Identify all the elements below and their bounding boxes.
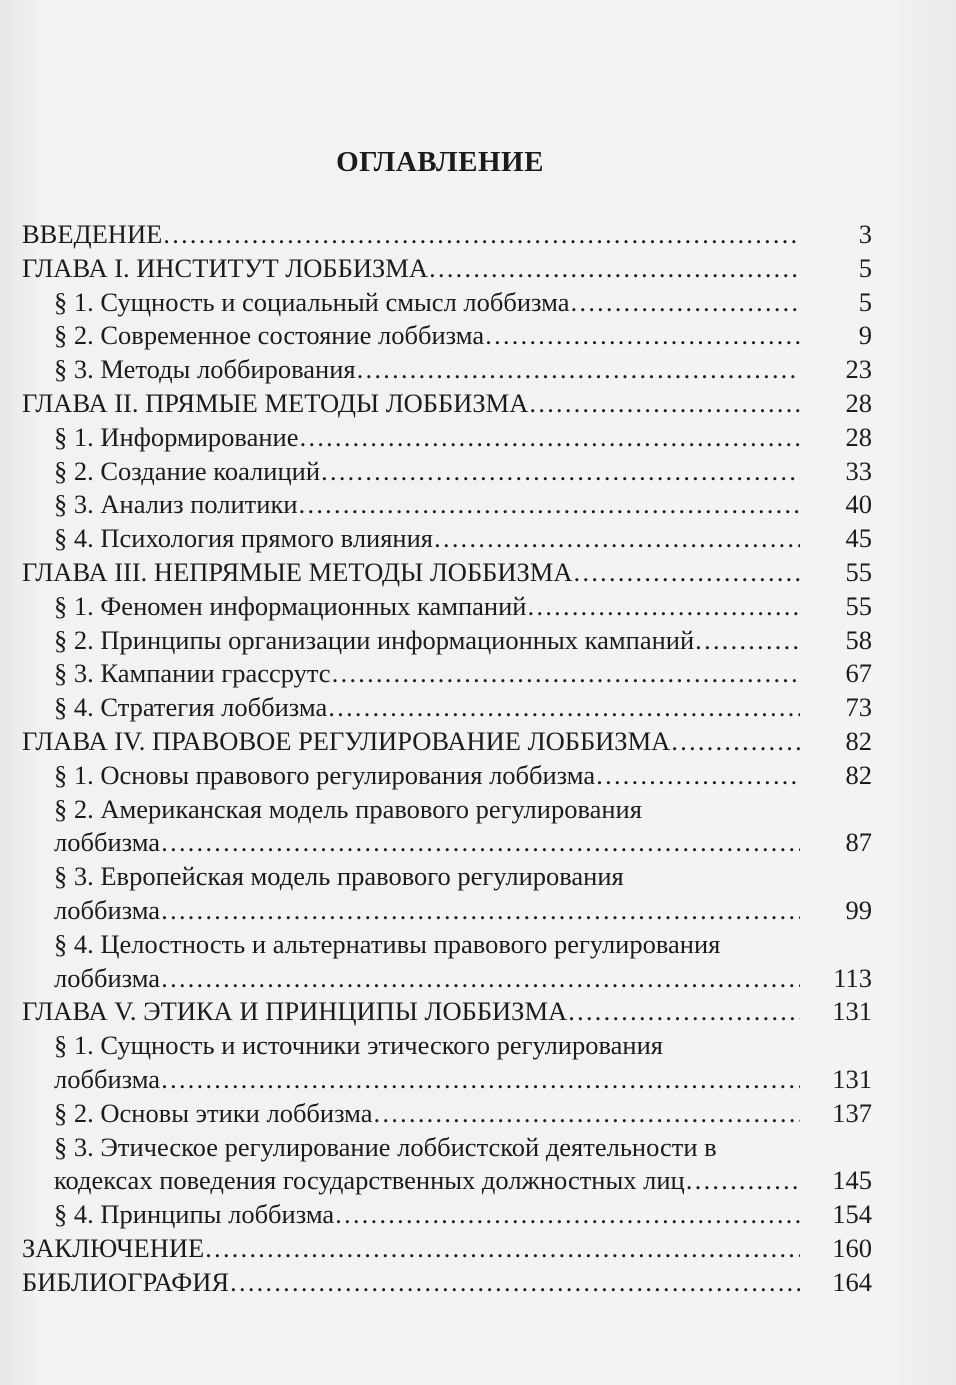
toc-entry-page: 73 (845, 692, 872, 723)
toc-entry-page: 45 (845, 523, 872, 554)
toc-section (0, 1097, 956, 1131)
toc-entry-title: ЗАКЛЮЧЕНИЕ …………………………………………………………………………………………………………………………………… (22, 1232, 800, 1266)
toc-entry-title: § 1. Основы правового регулирования лоббизма …………………………………………………………………………………………………………………………………… (54, 759, 800, 793)
toc-entry-page: 82 (845, 759, 872, 790)
toc-chapter (0, 1232, 956, 1266)
toc-entry-page: 99 (845, 894, 872, 925)
toc-entry-title: § 4. Принципы лоббизма …………………………………………………………………………………………………………………………………… (54, 1198, 800, 1232)
toc-section (0, 286, 956, 320)
toc-entry-title: § 3. Анализ политики …………………………………………………………………………………………………………………………………… (54, 488, 800, 522)
toc-entry-page: 82 (845, 725, 872, 756)
toc-entry-title: § 4. Целостность и альтернативы правового регулирования (54, 928, 721, 959)
toc-chapter (0, 1266, 956, 1300)
toc-section (0, 455, 956, 489)
toc-section (0, 657, 956, 691)
toc-entry-page: 55 (845, 556, 872, 587)
toc-entry-page: 5 (858, 252, 872, 283)
toc-chapter (0, 252, 956, 286)
toc-entry-continuation (0, 1063, 956, 1097)
toc-entry-page: 160 (832, 1232, 872, 1263)
toc-section (0, 624, 956, 658)
toc-entry-page: 58 (845, 624, 872, 655)
toc-chapter (0, 725, 956, 759)
toc-entry-page: 40 (845, 489, 872, 520)
toc-section (0, 353, 956, 387)
toc-entry-title-cont: лоббизма …………………………………………………………………………………………………………………………………… (54, 894, 800, 928)
toc-entry-title: § 4. Стратегия лоббизма …………………………………………………………………………………………………………………………………… (54, 691, 800, 725)
toc-entry-continuation (0, 894, 956, 928)
toc-entry-title: § 3. Кампании грассрутс …………………………………………………………………………………………………………………………………… (54, 657, 800, 691)
toc-section (0, 319, 956, 353)
toc-entry-page: 67 (845, 658, 872, 689)
toc-chapter (0, 218, 956, 252)
toc-entry-title: § 2. Создание коалиций …………………………………………………………………………………………………………………………………… (54, 455, 800, 489)
toc-section (0, 691, 956, 725)
toc-entry-page: 131 (832, 996, 872, 1027)
toc-entry-title: ГЛАВА V. ЭТИКА И ПРИНЦИПЫ ЛОББИЗМА …………………………………………………………………………………………………………………………………… (22, 995, 800, 1029)
toc-entry (0, 928, 956, 962)
toc-chapter (0, 995, 956, 1029)
toc-entry-continuation (0, 1164, 956, 1198)
toc-entry-page: 55 (845, 590, 872, 621)
toc-entry-page: 9 (858, 320, 872, 351)
toc-entry-page: 164 (832, 1266, 872, 1297)
toc-entry-title: § 2. Принципы организации информационных кампаний …………………………………………………………………………………………………………………………………… (54, 624, 800, 658)
toc-entry (0, 1029, 956, 1063)
toc-entry-title: ГЛАВА IV. ПРАВОВОЕ РЕГУЛИРОВАНИЕ ЛОББИЗМА …………………………………………………………………………………………………………………………………… (22, 725, 800, 759)
toc-section (0, 488, 956, 522)
toc-entry-title: § 3. Методы лоббирования …………………………………………………………………………………………………………………………………… (54, 353, 800, 387)
toc-entry-title: § 2. Основы этики лоббизма …………………………………………………………………………………………………………………………………… (54, 1097, 800, 1131)
toc-entry-title-cont: кодексах поведения государственных должностных лиц …………………………………………………………………………………………………………………………………… (54, 1164, 800, 1198)
toc-entry-continuation (0, 826, 956, 860)
toc-entry-continuation (0, 962, 956, 996)
toc-entry-title: § 1. Информирование …………………………………………………………………………………………………………………………………… (54, 421, 800, 455)
toc-entry-page: 5 (858, 286, 872, 317)
toc-entry (0, 1131, 956, 1165)
toc-entry-title-cont: лоббизма …………………………………………………………………………………………………………………………………… (54, 1063, 800, 1097)
toc-entry-page: 23 (845, 354, 872, 385)
toc-entry-title: § 1. Феномен информационных кампаний …………………………………………………………………………………………………………………………………… (54, 590, 800, 624)
toc-entry (0, 860, 956, 894)
toc-section (0, 759, 956, 793)
toc-section (0, 1198, 956, 1232)
toc-entry-title: ГЛАВА II. ПРЯМЫЕ МЕТОДЫ ЛОББИЗМА …………………………………………………………………………………………………………………………………… (22, 387, 800, 421)
table-of-contents (0, 218, 956, 1300)
toc-entry-title: § 1. Сущность и социальный смысл лоббизма …………………………………………………………………………………………………………………………………… (54, 286, 800, 320)
toc-entry-page: 137 (832, 1097, 872, 1128)
toc-entry-page: 28 (845, 387, 872, 418)
toc-entry-page: 131 (832, 1063, 872, 1094)
toc-entry-page: 87 (845, 827, 872, 858)
toc-entry-page: 145 (832, 1165, 872, 1196)
toc-entry-title: § 2. Американская модель правового регулирования (54, 793, 642, 824)
toc-chapter (0, 556, 956, 590)
toc-entry-title: § 2. Современное состояние лоббизма …………………………………………………………………………………………………………………………………… (54, 319, 800, 353)
toc-entry-title: ГЛАВА I. ИНСТИТУТ ЛОББИЗМА …………………………………………………………………………………………………………………………………… (22, 252, 800, 286)
toc-entry-title-cont: лоббизма …………………………………………………………………………………………………………………………………… (54, 826, 800, 860)
toc-entry-title: § 3. Этическое регулирование лоббистской деятельности в (54, 1131, 717, 1162)
toc-entry-title: БИБЛИОГРАФИЯ …………………………………………………………………………………………………………………………………… (22, 1266, 800, 1300)
toc-title: ОГЛАВЛЕНИЕ (336, 146, 544, 178)
toc-entry (0, 793, 956, 827)
toc-entry-title: ГЛАВА III. НЕПРЯМЫЕ МЕТОДЫ ЛОББИЗМА …………………………………………………………………………………………………………………………………… (22, 556, 800, 590)
toc-entry-page: 3 (858, 219, 872, 249)
toc-entry-title: § 4. Психология прямого влияния …………………………………………………………………………………………………………………………………… (54, 522, 800, 556)
toc-entry-title: § 3. Европейская модель правового регулирования (54, 861, 624, 892)
toc-section (0, 522, 956, 556)
toc-entry-page: 113 (833, 962, 872, 993)
toc-section (0, 421, 956, 455)
toc-entry-page: 33 (845, 455, 872, 486)
toc-section (0, 590, 956, 624)
toc-entry-title: § 1. Сущность и источники этического регулирования (54, 1030, 663, 1061)
toc-entry-title: ВВЕДЕНИЕ …………………………………………………………………………………………………………………………………… (22, 218, 800, 252)
toc-entry-page: 154 (832, 1199, 872, 1230)
toc-entry-title-cont: лоббизма …………………………………………………………………………………………………………………………………… (54, 962, 800, 996)
toc-chapter (0, 387, 956, 421)
toc-entry-page: 28 (845, 421, 872, 452)
